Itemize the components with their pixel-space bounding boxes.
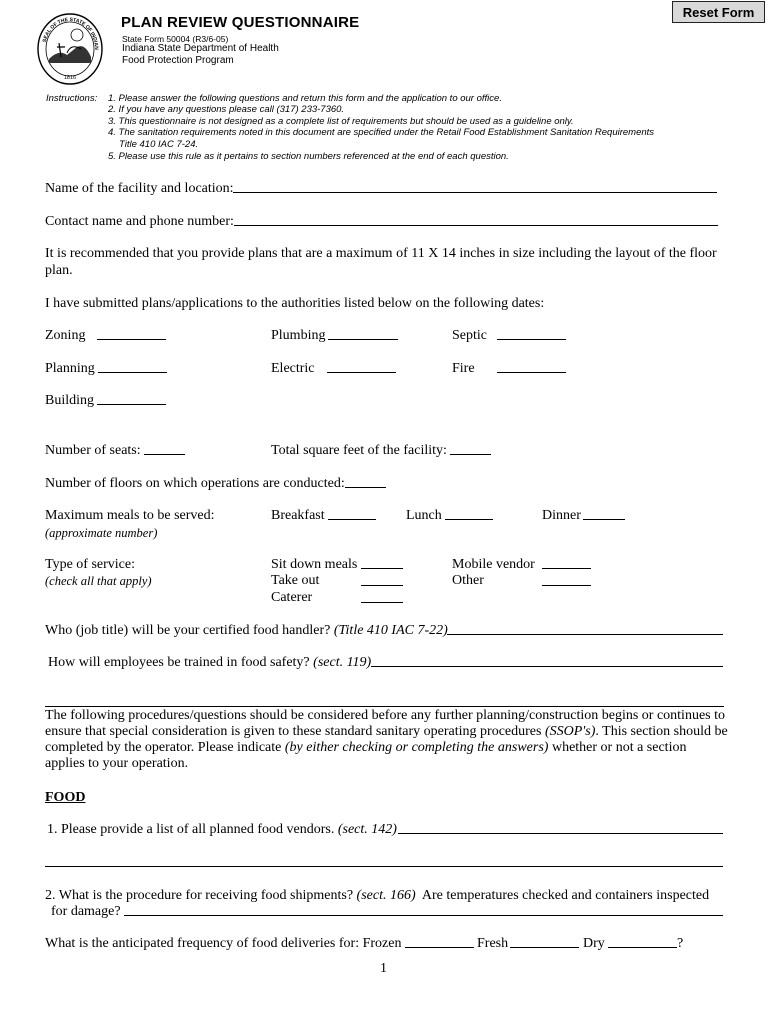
- check-all-note: (check all that apply): [45, 574, 152, 588]
- max-meals-label: Maximum meals to be served:: [45, 508, 215, 523]
- sit-down-label: Sit down meals: [271, 557, 358, 572]
- floors-label: Number of floors on which operations are conducted:: [45, 476, 345, 491]
- plumbing-label: Plumbing: [271, 328, 326, 343]
- fresh-input[interactable]: [510, 935, 579, 953]
- food-q1-input-line2[interactable]: [45, 854, 723, 872]
- take-out-input[interactable]: [361, 573, 403, 591]
- food-q2-input[interactable]: [124, 903, 723, 921]
- food-q1-input[interactable]: [398, 821, 723, 839]
- seats-label: Number of seats:: [45, 443, 141, 458]
- caterer-label: Caterer: [271, 590, 313, 605]
- contact-label: Contact name and phone number:: [45, 214, 234, 229]
- fire-label: Fire: [452, 361, 475, 376]
- instruction-item: 4. The sanitation requirements noted in this document are specified under the Retail Food Establishment Sanitation Requirements: [108, 127, 655, 138]
- facility-label: Name of the facility and location:: [45, 181, 234, 196]
- instruction-item: 5. Please use this rule as it pertains to section numbers referenced at the end of each question.: [108, 151, 509, 162]
- page-number: 1: [380, 961, 387, 976]
- food-heading: FOOD: [45, 790, 86, 805]
- procedures-intro-4: applies to your operation.: [45, 756, 189, 771]
- plans-recommendation-cont: plan.: [45, 263, 73, 278]
- mobile-vendor-input[interactable]: [542, 556, 591, 574]
- planning-date-input[interactable]: [98, 360, 167, 378]
- service-type-label: Type of service:: [45, 557, 135, 572]
- instruction-item: 3. This questionnaire is not designed as a complete list of requirements but should be used as a guideline only.: [108, 116, 574, 127]
- planning-label: Planning: [45, 361, 95, 376]
- dinner-label: Dinner: [542, 508, 581, 523]
- plumbing-date-input[interactable]: [328, 327, 398, 345]
- dry-label: Dry: [583, 936, 605, 951]
- building-date-input[interactable]: [97, 392, 166, 410]
- procedures-intro-3: completed by the operator. Please indicate (by either checking or completing the answers) whether or not a section: [45, 740, 687, 755]
- instructions-label: Instructions:: [46, 93, 98, 104]
- building-label: Building: [45, 393, 95, 408]
- instruction-item: Title 410 IAC 7-24.: [119, 139, 199, 150]
- plans-recommendation: It is recommended that you provide plans that are a maximum of 11 X 14 inches in size including the layout of the floor: [45, 246, 717, 261]
- mobile-vendor-label: Mobile vendor: [452, 557, 535, 572]
- question-mark: ?: [677, 936, 684, 951]
- take-out-label: Take out: [271, 573, 320, 588]
- training-question: How will employees be trained in food safety? (sect. 119): [48, 655, 372, 670]
- delivery-frequency-label: What is the anticipated frequency of food deliveries for: Frozen: [45, 936, 402, 951]
- caterer-input[interactable]: [361, 590, 403, 608]
- submitted-statement: I have submitted plans/applications to the authorities listed below on the following dates:: [45, 296, 545, 311]
- lunch-label: Lunch: [406, 508, 442, 523]
- frozen-input[interactable]: [405, 935, 474, 953]
- breakfast-label: Breakfast: [271, 508, 325, 523]
- reset-form-button[interactable]: Reset Form: [672, 1, 765, 23]
- zoning-label: Zoning: [45, 328, 86, 343]
- sqft-input[interactable]: [450, 442, 491, 460]
- form-number: State Form 50004 (R3/6-05): [122, 34, 229, 44]
- state-seal-logo: [37, 13, 103, 85]
- sit-down-input[interactable]: [361, 556, 403, 574]
- svg-text:SEAL OF THE STATE OF INDIANA: SEAL OF THE STATE OF INDIAN: [41, 16, 100, 50]
- floors-input[interactable]: [345, 475, 386, 493]
- contact-input[interactable]: [234, 213, 718, 231]
- section-divider: [45, 706, 724, 707]
- fresh-label: Fresh: [477, 936, 509, 951]
- food-q2: 2. What is the procedure for receiving food shipments? (sect. 166) Are temperatures checked and containers inspected: [45, 888, 710, 903]
- food-q1: 1. Please provide a list of all planned food vendors. (sect. 142): [47, 822, 397, 837]
- seats-input[interactable]: [144, 442, 185, 460]
- septic-label: Septic: [452, 328, 487, 343]
- program-name: Food Protection Program: [122, 55, 234, 66]
- breakfast-input[interactable]: [328, 507, 376, 525]
- dry-input[interactable]: [608, 935, 677, 953]
- procedures-intro-2: ensure that special consideration is given to these standard sanitary operating procedures (SSOP's). This section should be: [45, 724, 728, 739]
- food-handler-input[interactable]: [447, 622, 723, 640]
- electric-date-input[interactable]: [327, 360, 396, 378]
- training-input[interactable]: [371, 654, 723, 672]
- septic-date-input[interactable]: [497, 327, 566, 345]
- sqft-label: Total square feet of the facility:: [271, 443, 447, 458]
- svg-text:1816: 1816: [63, 75, 77, 81]
- food-q2-cont: for damage?: [51, 904, 121, 919]
- fire-date-input[interactable]: [497, 360, 566, 378]
- other-input[interactable]: [542, 573, 591, 591]
- zoning-date-input[interactable]: [97, 327, 166, 345]
- instruction-item: 2. If you have any questions please call (317) 233-7360.: [108, 104, 345, 115]
- instruction-item: 1. Please answer the following questions and return this form and the application to our office.: [108, 93, 502, 104]
- electric-label: Electric: [271, 361, 315, 376]
- form-title: PLAN REVIEW QUESTIONNAIRE: [121, 14, 360, 31]
- facility-input[interactable]: [233, 180, 717, 198]
- other-label: Other: [452, 573, 484, 588]
- food-handler-question: Who (job title) will be your certified food handler? (Title 410 IAC 7-22): [45, 623, 448, 638]
- procedures-intro-1: The following procedures/questions should be considered before any further planning/construction begins or continues to: [45, 708, 725, 723]
- lunch-input[interactable]: [445, 507, 493, 525]
- department-name: Indiana State Department of Health: [122, 43, 279, 54]
- approx-note: (approximate number): [45, 526, 158, 540]
- dinner-input[interactable]: [583, 507, 625, 525]
